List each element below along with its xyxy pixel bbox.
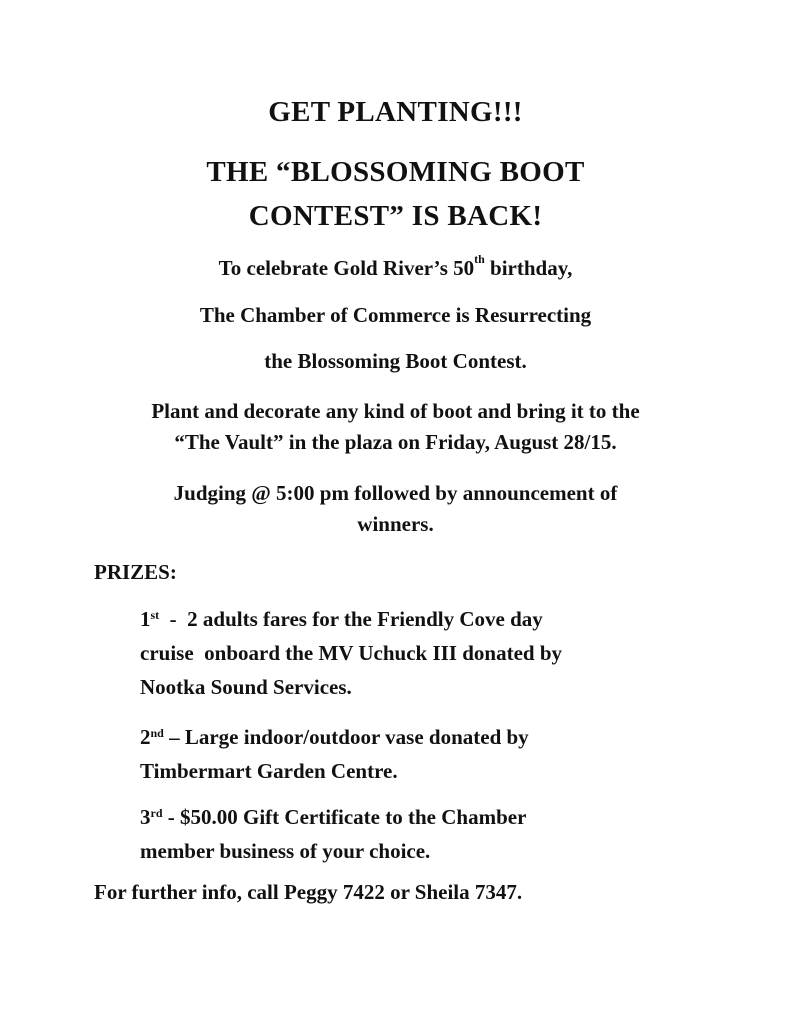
headline: GET PLANTING!!! bbox=[268, 96, 523, 128]
contest-title bbox=[0, 150, 791, 238]
intro-text: To celebrate Gold River’s 50 bbox=[218, 256, 475, 280]
prizes-heading: PRIZES: bbox=[94, 560, 177, 584]
prize-second-line-1 bbox=[140, 720, 529, 754]
ordinal-suffix: rd bbox=[150, 806, 163, 820]
prize-first-line-2: cruise onboard the MV Uchuck III donated by bbox=[140, 641, 562, 665]
prize-first-line-1 bbox=[140, 602, 562, 636]
ordinal-suffix: th bbox=[474, 252, 485, 266]
instructions-line-2: “The Vault” in the plaza on Friday, August 28/15. bbox=[174, 430, 617, 454]
prize-first-line-3: Nootka Sound Services. bbox=[140, 675, 352, 699]
prize-third-line-2: member business of your choice. bbox=[140, 839, 431, 863]
intro-line-1 bbox=[0, 252, 791, 281]
judging-info bbox=[0, 478, 791, 540]
intro-line-2: The Chamber of Commerce is Resurrecting bbox=[199, 303, 592, 327]
prize-text: – Large indoor/outdoor vase donated by bbox=[163, 725, 529, 749]
instructions bbox=[0, 396, 791, 458]
contest-title-line-1: THE “BLOSSOMING BOOT bbox=[206, 156, 585, 188]
ordinal-suffix: nd bbox=[150, 726, 164, 740]
contact-info: For further info, call Peggy 7422 or Sheila 7347. bbox=[94, 880, 523, 904]
prize-third bbox=[140, 800, 526, 868]
prize-rank: 1 bbox=[140, 607, 151, 631]
ordinal-suffix: st bbox=[150, 608, 160, 622]
intro-text-end: birthday, bbox=[484, 256, 573, 280]
prize-text: - 2 adults fares for the Friendly Cove day bbox=[159, 607, 543, 631]
prize-rank: 2 bbox=[140, 725, 151, 749]
prize-first bbox=[140, 602, 562, 704]
judging-line-2: winners. bbox=[357, 512, 434, 536]
intro-line-3: the Blossoming Boot Contest. bbox=[264, 349, 527, 373]
instructions-line-1: Plant and decorate any kind of boot and bring it to the bbox=[151, 399, 640, 423]
judging-line-1: Judging @ 5:00 pm followed by announcement of bbox=[173, 481, 618, 505]
prize-text: - $50.00 Gift Certificate to the Chamber bbox=[162, 805, 527, 829]
prize-second-line-2: Timbermart Garden Centre. bbox=[140, 759, 398, 783]
prize-second bbox=[140, 720, 529, 788]
prize-third-line-1 bbox=[140, 800, 526, 834]
prize-rank: 3 bbox=[140, 805, 151, 829]
contest-title-line-2: CONTEST” IS BACK! bbox=[248, 200, 543, 232]
